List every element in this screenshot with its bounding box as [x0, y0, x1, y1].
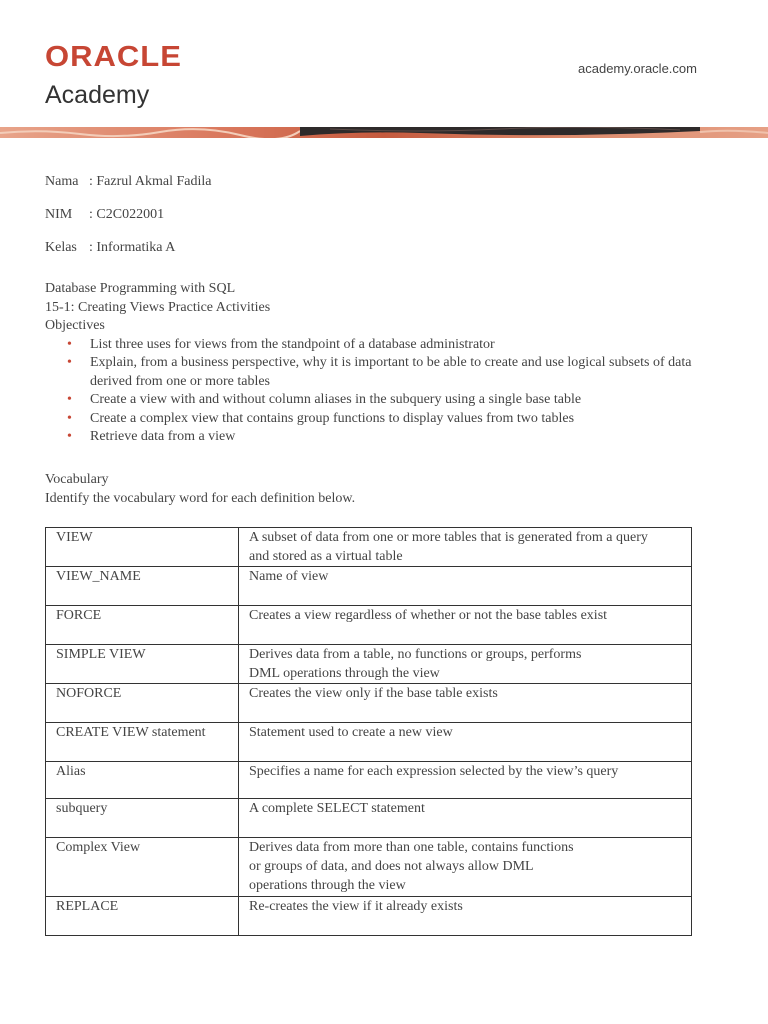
vocab-definition — [239, 684, 692, 723]
site-url: academy.oracle.com — [578, 61, 697, 76]
student-class-row — [45, 239, 175, 257]
vocab-definition — [239, 528, 692, 567]
definition-line: or groups of data, and does not always allow DML — [249, 859, 534, 874]
definition-line: Derives data from a table, no functions or groups, performs — [249, 647, 582, 662]
vocab-term: FORCE — [46, 606, 239, 645]
bullet-icon: • — [67, 355, 72, 370]
definition-line: Derives data from more than one table, contains functions — [249, 840, 574, 855]
decorative-banner — [0, 127, 768, 138]
nim-label: NIM — [45, 207, 73, 222]
course-title: Database Programming with SQL — [45, 281, 236, 296]
vocab-definition — [239, 567, 692, 606]
table-row — [46, 645, 692, 684]
definition-line: operations through the view — [249, 878, 406, 893]
table-row — [46, 897, 692, 936]
vocab-definition — [239, 723, 692, 762]
oracle-wordmark: ORACLE — [45, 40, 182, 73]
vocab-definition — [239, 838, 692, 897]
bullet-icon: • — [67, 429, 72, 444]
nim-value: : C2C022001 — [89, 207, 165, 222]
bullet-icon: • — [67, 336, 72, 352]
list-item: • Create a complex view that contains group functions to display values from two tables — [45, 410, 725, 429]
bullet-icon: • — [67, 410, 72, 426]
definition-line: Name of view — [249, 569, 329, 584]
definition-line: and stored as a virtual table — [249, 549, 403, 564]
list-item: • List three uses for views from the standpoint of a database administrator — [45, 336, 725, 355]
list-item: • Explain, from a business perspective, why it is important to be able to create and use logical subsets of data derived from one or more tables — [67, 355, 692, 389]
objectives-list — [45, 336, 725, 447]
vocab-definition — [239, 799, 692, 838]
definition-line: Re-creates the view if it already exists — [249, 899, 463, 914]
definition-line: Creates a view regardless of whether or not the base tables exist — [249, 608, 608, 623]
vocab-term: SIMPLE VIEW — [46, 645, 239, 684]
table-row — [46, 838, 692, 897]
bullet-icon: • — [67, 392, 72, 407]
table-row — [46, 528, 692, 567]
definition-line: A complete SELECT statement — [249, 801, 425, 816]
vocab-term: Complex View — [46, 838, 239, 897]
definition-line: A subset of data from one or more tables that is generated from a query — [249, 530, 648, 545]
lesson-section — [45, 280, 725, 447]
vocab-term: VIEW — [46, 528, 239, 567]
vocab-definition — [239, 762, 692, 799]
definition-line: DML operations through the view — [249, 666, 440, 681]
vocab-term: NOFORCE — [46, 684, 239, 723]
vocab-term: CREATE VIEW statement — [46, 723, 239, 762]
table-row — [46, 723, 692, 762]
table-row — [46, 799, 692, 838]
vocab-definition — [239, 606, 692, 645]
vocab-term: REPLACE — [46, 897, 239, 936]
lesson-title: 15-1: Creating Views Practice Activities — [45, 299, 271, 315]
vocab-term: VIEW_NAME — [46, 567, 239, 606]
vocabulary-heading: Vocabulary — [45, 472, 109, 487]
vocabulary-header — [45, 470, 355, 508]
vocab-definition — [239, 897, 692, 936]
vocab-definition — [239, 645, 692, 684]
class-label: Kelas — [45, 240, 77, 255]
list-item: • Retrieve data from a view — [45, 428, 725, 447]
vocab-term: Alias — [46, 762, 239, 799]
class-value: : Informatika A — [89, 240, 176, 255]
academy-wordmark: Academy — [45, 81, 150, 109]
table-row — [46, 762, 692, 799]
definition-line: Creates the view only if the base table exists — [249, 686, 498, 701]
definition-line: Statement used to create a new view — [249, 725, 453, 740]
vocabulary-instruction: Identify the vocabulary word for each definition below. — [45, 491, 356, 506]
vocabulary-table — [45, 527, 692, 936]
definition-line: Specifies a name for each expression selected by the view’s query — [249, 764, 619, 779]
student-name-row — [45, 173, 211, 191]
oracle-academy-logo — [45, 42, 182, 109]
name-value: : Fazrul Akmal Fadila — [89, 174, 212, 189]
vocab-term: subquery — [46, 799, 239, 838]
name-label: Nama — [45, 174, 79, 189]
objectives-heading: Objectives — [45, 318, 105, 333]
table-row — [46, 567, 692, 606]
table-row — [46, 684, 692, 723]
table-row — [46, 606, 692, 645]
student-nim-row — [45, 206, 164, 224]
list-item: • Create a view with and without column aliases in the subquery using a single base table — [45, 391, 725, 410]
